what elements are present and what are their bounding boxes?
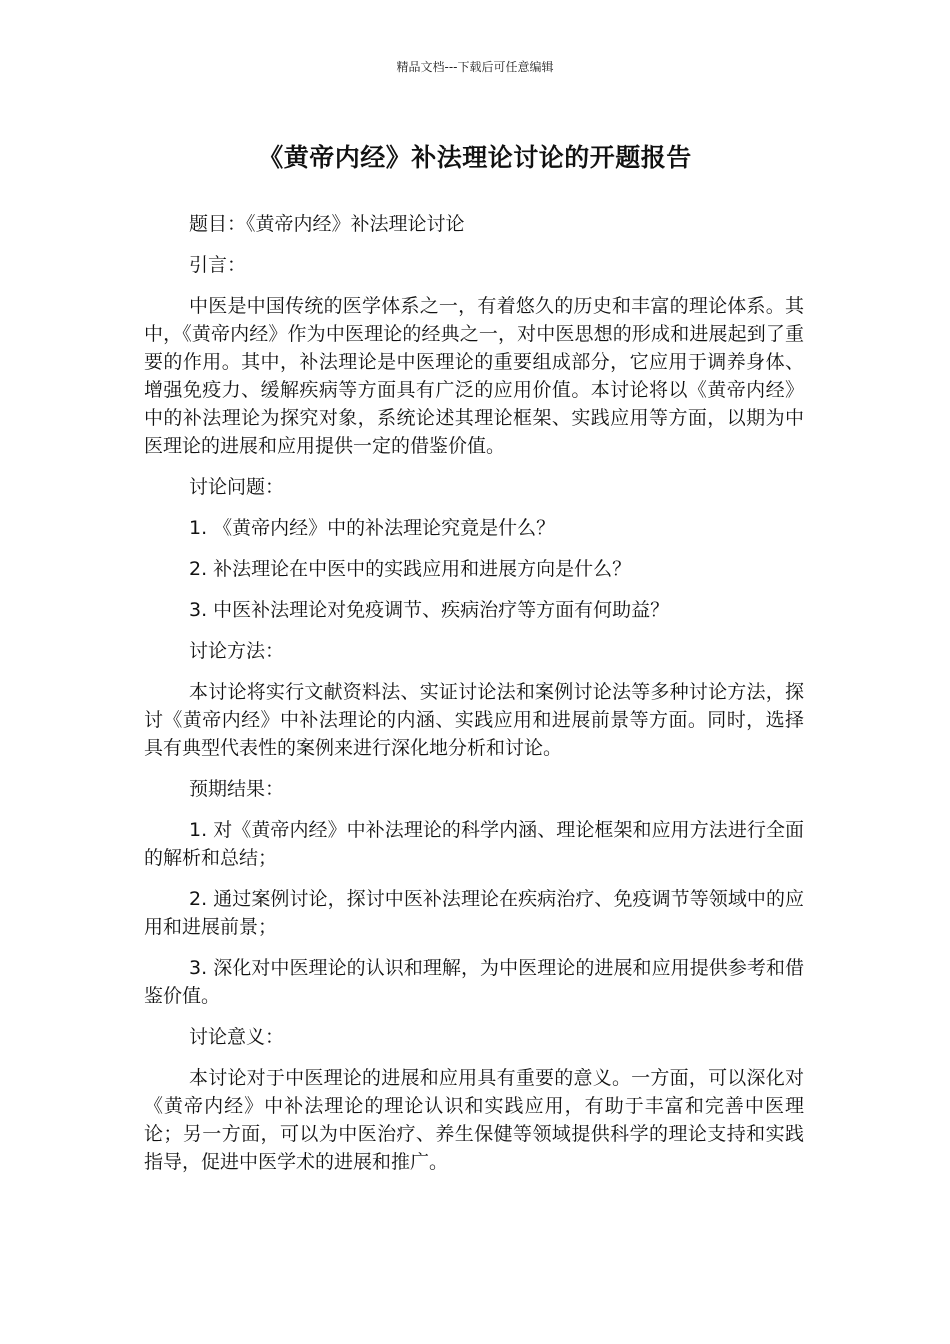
section-heading-expected-results: 预期结果： xyxy=(189,778,285,800)
document-body xyxy=(144,210,804,1189)
introduction-paragraph: 中医是中国传统的医学体系之一，有着悠久的历史和丰富的理论体系。其中，《黄帝内经》作为中医理论的经典之一，对中医思想的形成和进展起到了重要的作用。其中，补法理论是中医理论的重要组成部分，它应用于调养身体、增强免疫力、缓解疾病等方面具有广泛的应用价值。本讨论将以《黄帝内经》中的补法理论为探究对象，系统论述其理论框架、实践应用等方面，以期为中医理论的进展和应用提供一定的借鉴价值。 xyxy=(144,295,804,457)
document-title: 《黄帝内经》补法理论讨论的开题报告 xyxy=(258,143,692,172)
significance-paragraph: 本讨论对于中医理论的进展和应用具有重要的意义。一方面，可以深化对《黄帝内经》中补法理论的理论认识和实践应用，有助于丰富和完善中医理论；另一方面，可以为中医治疗、养生保健等领域提供科学的理论支持和实践指导，促进中医学术的进展和推广。 xyxy=(144,1067,804,1173)
result-item-1: 1. 对《黄帝内经》中补法理论的科学内涵、理论框架和应用方法进行全面的解析和总结； xyxy=(144,819,804,869)
question-item-1: 1. 《黄帝内经》中的补法理论究竟是什么？ xyxy=(189,517,556,539)
section-heading-significance: 讨论意义： xyxy=(189,1026,285,1048)
section-heading-methods: 讨论方法： xyxy=(189,640,285,662)
question-item-3: 3. 中医补法理论对免疫调节、疾病治疗等方面有何助益？ xyxy=(189,599,670,621)
methods-paragraph: 本讨论将实行文献资料法、实证讨论法和案例讨论法等多种讨论方法，探讨《黄帝内经》中补法理论的内涵、实践应用和进展前景等方面。同时，选择具有典型代表性的案例来进行深化地分析和讨论。 xyxy=(144,681,804,759)
result-item-3: 3. 深化对中医理论的认识和理解，为中医理论的进展和应用提供参考和借鉴价值。 xyxy=(144,957,804,1007)
question-item-2: 2. 补法理论在中医中的实践应用和进展方向是什么？ xyxy=(189,558,632,580)
result-item-2: 2. 通过案例讨论，探讨中医补法理论在疾病治疗、免疫调节等领域中的应用和进展前景； xyxy=(144,888,804,938)
section-heading-introduction: 引言： xyxy=(189,254,247,276)
page-header-watermark: 精品文档---下载后可任意编辑 xyxy=(396,60,554,74)
topic-line: 题目：《黄帝内经》补法理论讨论 xyxy=(189,213,465,235)
section-heading-questions: 讨论问题： xyxy=(189,476,285,498)
